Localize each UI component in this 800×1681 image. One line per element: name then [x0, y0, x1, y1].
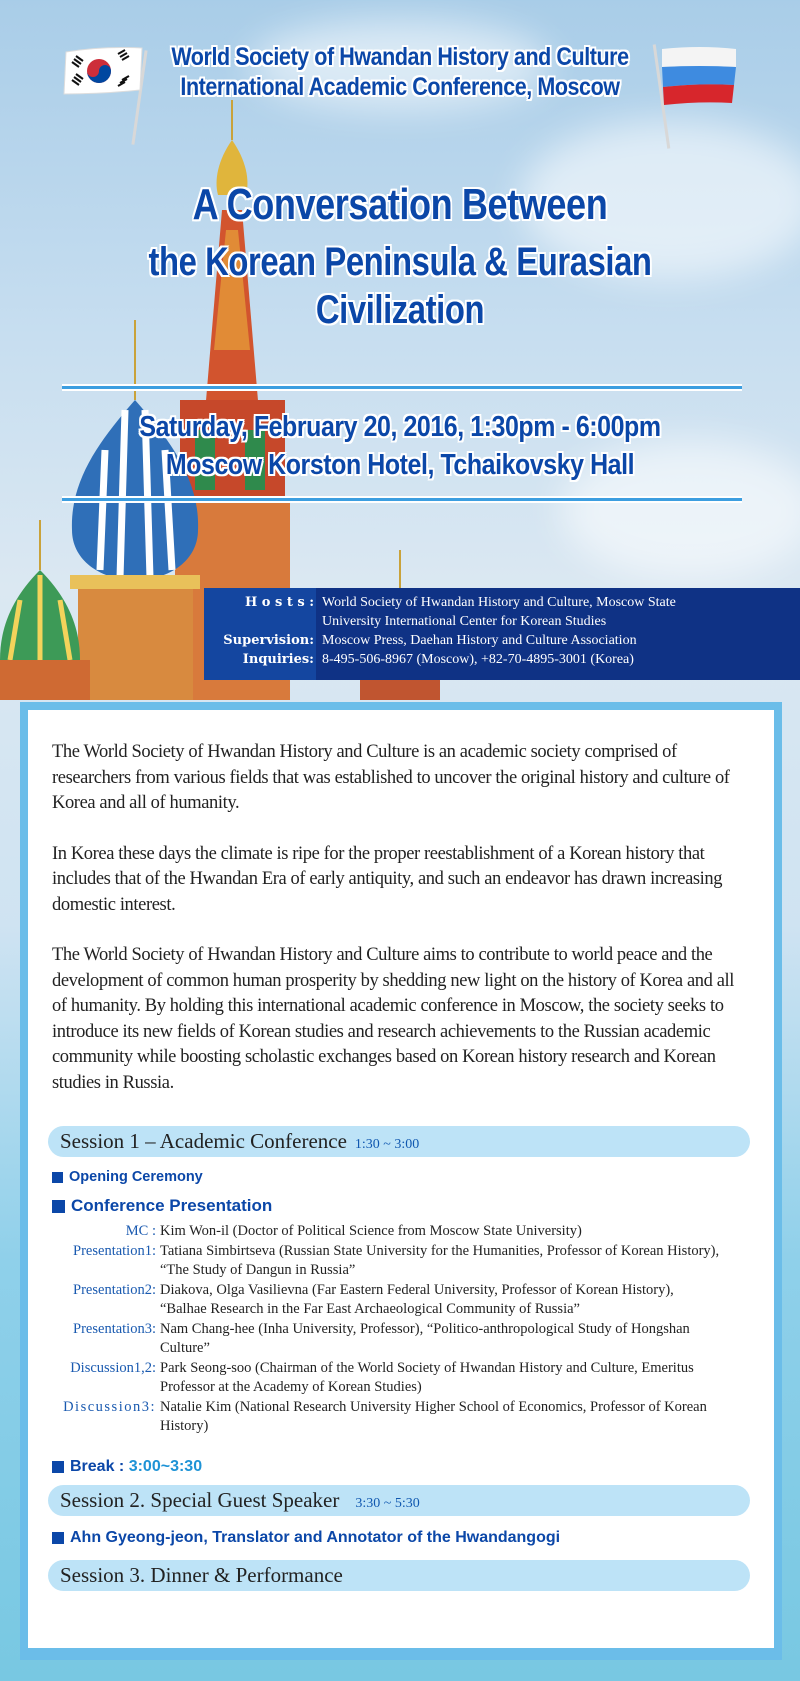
- event-title-line-2: the Korean Peninsula & Eurasian Civilization: [148, 240, 652, 332]
- hosts-label: H o s t s :: [244, 595, 314, 610]
- hosts-box: [204, 588, 800, 680]
- program-role: MC :: [125, 1223, 156, 1239]
- hosts-value: World Society of Hwandan History and Culture, Moscow State: [322, 595, 676, 610]
- program-person: Kim Won-il (Doctor of Political Science from Moscow State University): [160, 1223, 582, 1239]
- intro-paragraph: The World Society of Hwandan History and Culture aims to contribute to world peace and the development of common human prosperity by shedding new light on the history of Korea and all of humanity. By holding this international academic conference in Moscow, the society seeks to introduce its new fields of Korean studies and research achievements to the Russian academic community while boosting scholastic exchanges based on Korean history research and Korean studies in Russia.: [52, 945, 734, 1093]
- bullet-square-icon: [52, 1172, 63, 1183]
- program-person: Tatiana Simbirtseva (Russian State University for the Humanities, Professor of Korean History), “The Study of Dangun in Russia”: [160, 1242, 720, 1278]
- session-1-time: 1:30 ~ 3:00: [354, 1137, 420, 1152]
- bullet-square-icon: [52, 1532, 64, 1544]
- session-3-bar: [48, 1560, 750, 1591]
- inquiries-value: 8-495-506-8967 (Moscow), +82-70-4895-3001 (Korea): [322, 652, 634, 667]
- break-label: Break :: [70, 1457, 125, 1475]
- program-row: [52, 1398, 752, 1437]
- session-1-title: Session 1 – Academic Conference: [60, 1129, 347, 1153]
- program-row: [52, 1359, 752, 1398]
- program-row: [52, 1222, 752, 1242]
- hosts-value-cont: University International Center for Korean Studies: [322, 614, 607, 629]
- conference-presentation-label: Conference Presentation: [71, 1196, 273, 1215]
- organizer-line-2: International Academic Conference, Moscow: [180, 73, 620, 101]
- session-2-time: 3:30 ~ 5:30: [355, 1495, 420, 1511]
- hosts-values: [316, 588, 676, 680]
- event-venue: Moscow Korston Hotel, Tchaikovsky Hall: [165, 449, 635, 481]
- session-2-bar: [48, 1485, 750, 1516]
- break-heading: [52, 1455, 752, 1479]
- supervision-value: Moscow Press, Daehan History and Culture Association: [322, 633, 637, 648]
- divider-bottom: [62, 496, 742, 503]
- hosts-labels: [204, 588, 316, 680]
- session-1-bar: [48, 1126, 750, 1157]
- event-title-line-1: A Conversation Between: [192, 180, 608, 229]
- program-role: Presentation2:: [73, 1281, 156, 1298]
- content-frame: [20, 702, 782, 1660]
- intro-paragraph: The World Society of Hwandan History and Culture is an academic society comprised of researchers from various fields that was established to uncover the original history and culture of Korea and all of humanity.: [52, 742, 730, 813]
- program-row: [52, 1281, 752, 1320]
- guest-speaker-heading: [52, 1526, 752, 1550]
- program-list: [52, 1222, 752, 1437]
- program-row: [52, 1320, 752, 1359]
- session-3-title: Session 3. Dinner & Performance: [60, 1562, 343, 1587]
- supervision-label: Supervision:: [223, 633, 314, 648]
- program-person: Nam Chang-hee (Inha University, Professor), “Politico-anthropological Study of Hongshan Culture”: [160, 1320, 690, 1356]
- program-person: Diakova, Olga Vasilievna (Far Eastern Federal University, Professor of Korean History), “Balhae Research in the Far East Archaeological Community of Russia”: [160, 1281, 674, 1317]
- opening-ceremony-heading: [52, 1166, 752, 1188]
- bullet-square-icon: [52, 1461, 64, 1473]
- inquiries-label: Inquiries:: [242, 652, 314, 667]
- program-role: Discussion3:: [63, 1398, 156, 1415]
- divider-top: [62, 384, 742, 391]
- guest-speaker-label: Ahn Gyeong-jeon, Translator and Annotator of the Hwandangogi: [70, 1528, 561, 1546]
- program-person: Natalie Kim (National Research University Higher School of Economics, Professor of Korean History): [160, 1398, 707, 1434]
- hosts-label-blank: [204, 612, 316, 631]
- program-role: Discussion1,2:: [70, 1359, 156, 1376]
- organizer-line-1: World Society of Hwandan History and Culture: [171, 43, 629, 71]
- program-role: Presentation1:: [73, 1242, 156, 1259]
- content-panel: [28, 710, 774, 1648]
- opening-ceremony-label: Opening Ceremony: [69, 1169, 203, 1185]
- event-date: Saturday, February 20, 2016, 1:30pm - 6:00pm: [139, 411, 661, 443]
- break-time: 3:00~3:30: [128, 1457, 203, 1475]
- session-2-title: Session 2. Special Guest Speaker: [60, 1487, 340, 1512]
- program-role: Presentation3:: [73, 1320, 156, 1337]
- program-person: Park Seong-soo (Chairman of the World Society of Hwandan History and Culture, Emeritus Professor at the Academy of Korean Studies): [160, 1359, 694, 1395]
- bullet-square-icon: [52, 1200, 65, 1213]
- conference-presentation-heading: [52, 1194, 752, 1218]
- program-row: [52, 1242, 752, 1281]
- intro-paragraph: In Korea these days the climate is ripe for the proper reestablishment of a Korean history that includes that of the Hwandan Era of early antiquity, and such an endeavor has drawn increasing domestic interest.: [52, 843, 723, 915]
